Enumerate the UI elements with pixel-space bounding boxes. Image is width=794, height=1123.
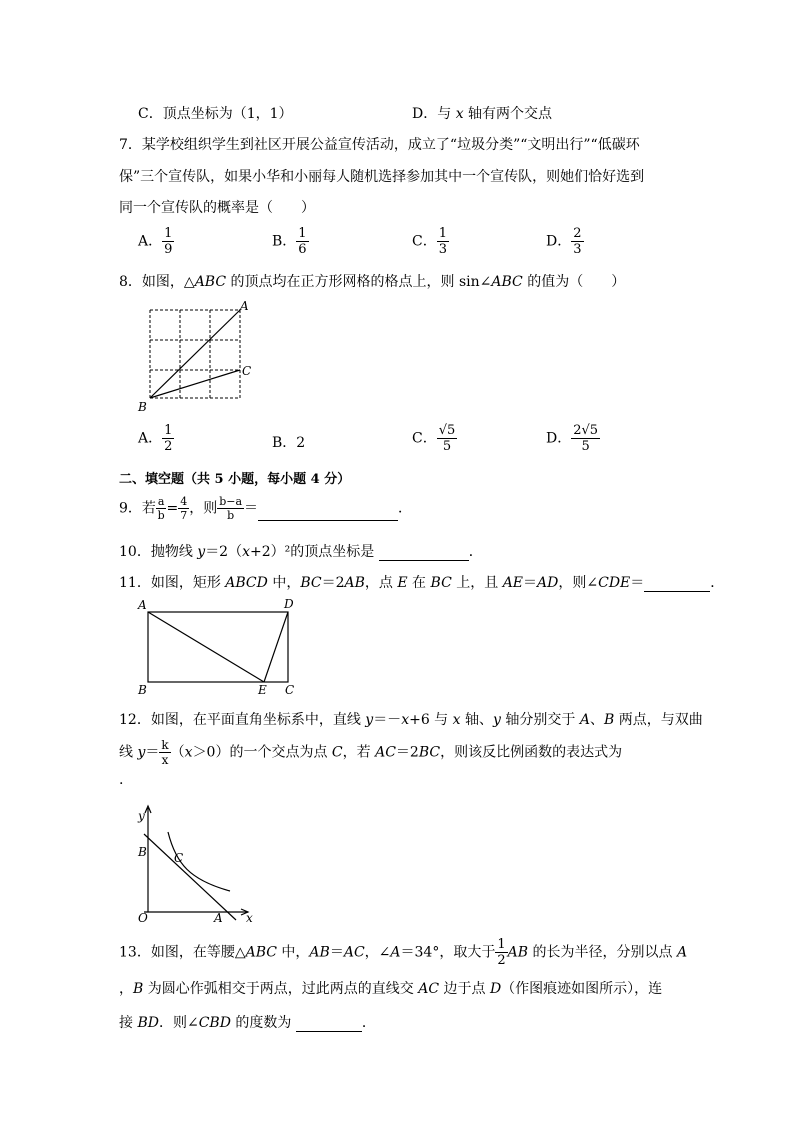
q12-label-a: A — [214, 911, 223, 925]
q8-label-c: C — [242, 364, 252, 378]
q11-line: 11．如图，矩形 ABCD 中，BC＝2AB，点 E 在 BC 上，且 AE＝AD，则∠CDE＝ ． — [119, 575, 725, 591]
q11-label-c: C — [285, 683, 295, 697]
q9-answer-blank[interactable] — [258, 506, 398, 521]
q8-stem: 8．如图，△ABC 的顶点均在正方形网格的格点上，则 sin∠ABC 的值为（ ） — [119, 274, 626, 290]
q10-answer-blank[interactable] — [379, 546, 469, 561]
q12-line-1: 12．如图，在平面直角坐标系中，直线 y＝－x+6 与 x 轴、y 轴分别交于 A、B 两点，与双曲 — [119, 712, 703, 728]
q7-line-1: 7．某学校组织学生到社区开展公益宣传活动，成立了“垃圾分类”“文明出行”“低碳环 — [119, 137, 640, 153]
q12-label-b: B — [138, 845, 147, 859]
q11-rectangle-figure — [134, 596, 304, 700]
q7-option-a: A． $\frac{1}{9}$ — [138, 226, 173, 257]
q13-line-2: ，B 为圆心作弧相交于两点，过此两点的直线交 AC 边于点 D（作图痕迹如图所示），连 — [119, 981, 663, 997]
q6-option-c: C．顶点坐标为（1，1） — [138, 106, 293, 122]
q10-line: 10．抛物线 y＝2（x+2）²的顶点坐标是 ． — [119, 544, 483, 560]
q8-option-c: C． $\frac{√5}{5}$ — [412, 423, 456, 454]
q8-option-b: B．2 — [272, 435, 306, 451]
q6-option-d: D．与 x 轴有两个交点 — [412, 106, 553, 122]
q12-label-x: x — [246, 911, 253, 925]
q13-line-3: 接 BD．则∠CBD 的度数为 ． — [119, 1015, 376, 1031]
q8-grid-figure — [136, 298, 260, 414]
q12-label-o: O — [138, 911, 148, 925]
q12-label-c: C — [174, 851, 184, 865]
section-2-title: 二、填空题（共 5 小题，每小题 4 分） — [119, 472, 351, 487]
q11-label-a: A — [138, 598, 147, 612]
q11-label-e: E — [258, 683, 267, 697]
q7-option-d: D． $\frac{2}{3}$ — [546, 226, 582, 257]
q7-line-2: 保”三个宣传队，如果小华和小丽每人随机选择参加其中一个宣传队，则她们恰好选到 — [119, 169, 645, 185]
q13-line-1: 13．如图，在等腰△ABC 中，AB＝AC，∠A＝34°，取大于 $\frac{1}{2}$ AB 的长为半径，分别以点 A — [119, 937, 688, 968]
q8-label-a: A — [240, 299, 249, 313]
q11-label-d: D — [284, 597, 294, 611]
q8-label-b: B — [138, 400, 147, 414]
q8-option-a: A． $\frac{1}{2}$ — [138, 423, 173, 454]
q12-line — [144, 834, 236, 920]
q7-option-c: C． $\frac{1}{3}$ — [412, 226, 447, 257]
q9-line: 9．若 $\frac{a}{b}$ = $\frac{4}{7}$ ，则 $\frac{b-a}{b}$ ＝ ． — [119, 495, 413, 522]
q12-line-2: 线 y＝ $\frac{k}{x}$ （x＞0）的一个交点为点 C，若 AC＝2BC，则该反比例函数的表达式为 — [119, 738, 623, 767]
q7-option-b: B． $\frac{1}{6}$ — [272, 226, 307, 257]
q12-line-3: . — [119, 772, 124, 788]
q8-option-d: D． $\frac{2√5}{5}$ — [546, 423, 599, 454]
q7-line-3: 同一个宣传队的概率是（ ） — [119, 200, 315, 216]
q12-label-y: y — [138, 809, 145, 823]
q13-answer-blank[interactable] — [296, 1017, 362, 1032]
q8-segment-ab — [150, 310, 240, 398]
q12-graph-figure — [134, 802, 260, 926]
q11-answer-blank[interactable] — [644, 577, 710, 592]
q11-label-b: B — [138, 683, 147, 697]
